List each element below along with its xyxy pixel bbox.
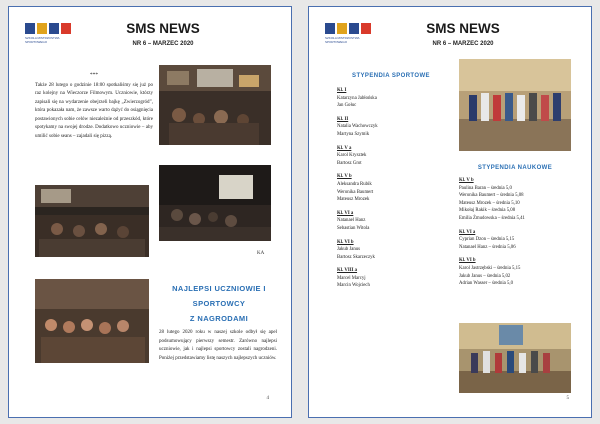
awards-title-line1: NAJLEPSI UCZNIOWIE I [172, 284, 266, 293]
academic-student-name: Karol Jastrzębski – średnia 5,15 [459, 265, 521, 271]
sports-student-name: Bartosz Skarzeczyk [337, 254, 375, 260]
sports-student-name: Jan Gołuc [337, 103, 357, 109]
academic-class-heading: Kl. V b [459, 178, 474, 183]
assembly-hall-photo [459, 323, 571, 393]
sports-student-name: Natalia Wachowczyk [337, 124, 378, 130]
newsletter-title-right: SMS NEWS [426, 21, 500, 36]
logo-caption-line1: SZKOŁA MISTRZOSTWA [25, 36, 60, 40]
awards-title-line2: SPORTOWCY [192, 299, 246, 308]
academic-student-name: Mikołaj Rakik – średnia 5,08 [459, 208, 516, 214]
movie-night-photo-2 [159, 165, 271, 241]
students-group-photo [459, 59, 571, 151]
newsletter-title: SMS NEWS [126, 21, 200, 36]
sports-student-name: Sebastian Witola [337, 225, 370, 231]
academic-student-name: Weronika Baumert – średnia 5,08 [459, 193, 524, 199]
academic-student-name: Paulina Baran – średnia 5,0 [459, 185, 512, 191]
sports-student-name: Karol Krysztek [337, 153, 367, 159]
sports-scholarships-list [337, 87, 447, 290]
sports-student-name: Marcin Wojciech [337, 283, 370, 289]
assembly-photo [35, 279, 149, 363]
sports-class-heading: Kl. VI b [337, 239, 354, 245]
sports-class-heading: Kl. V a [337, 145, 352, 151]
sports-student-name: Natanael Hanz [337, 218, 366, 224]
movie-night-photo-3 [35, 185, 149, 257]
logo-caption-line2: SPORTOWEGO [325, 40, 348, 44]
sports-class-heading: Kl. V b [337, 174, 352, 180]
sports-student-name: Bartosz Grot [337, 160, 362, 166]
page-number-right: 5 [566, 396, 569, 401]
academic-student-name: Cyprian Dzon – średnia 5,15 [459, 237, 515, 243]
academic-student-name: Mateusz Mrozek – średnia 5,10 [459, 200, 520, 206]
issue-label-right: NR 6 – MARZEC 2020 [432, 41, 494, 47]
sports-class-heading: Kl. II [337, 116, 349, 122]
sports-class-heading: Kl. I [337, 88, 347, 93]
awards-title-line3: Z NAGRODAMI [189, 314, 249, 323]
academic-student-name: Emilia Żmudowska – średnia 5,41 [459, 215, 525, 221]
logo-caption-line2: SPORTOWEGO [25, 40, 48, 44]
right-page [308, 6, 592, 418]
academic-student-name: Natanael Hanz – średnia 5,06 [459, 244, 516, 250]
awards-article: 28 lutego 2020 roku w naszej szkole odbył się apel podsumowujący pierwszy semestr. Zarówno najlepsi uczniowie, jak i najlepsi sportowcy zostali nagrodzeni. Poniżej przedstawiamy listę naszych najlepszych uczniów. [159, 330, 277, 361]
academic-scholarships-list [459, 177, 571, 288]
section-separator: *** [89, 72, 99, 78]
sports-student-name: Katarzyna Jabłońska [337, 95, 377, 101]
awards-section-title [159, 281, 279, 326]
movie-night-article: Także 28 lutego o godzinie 18:00 spotkaliśmy się już po raz kolejny na Wieczorze Filmowym. Uczniowie, którzy zapisali się na wydarzenie obejrzeli bajkę „Zwierzogród”, która pokazała nam, że zawsze warto dążyć do osiągnięcia postawionych sobie celów niezależnie od przeszkód, które spotykamy na swojej drodze. Dodatkowo uczniowie – aby umilić sobie seans – zajadali się pizzą. [35, 82, 153, 139]
academic-student-name: Jakub Janus – średnia 5,02 [459, 273, 511, 279]
sports-student-name: Weronika Baumert [337, 189, 374, 195]
article-text-block [35, 71, 153, 141]
left-page [8, 6, 292, 418]
logo-caption-line1: SZKOŁA MISTRZOSTWA [325, 36, 360, 40]
issue-label: NR 6 – MARZEC 2020 [132, 41, 194, 47]
author-initials: KA [257, 251, 265, 256]
academic-class-heading: Kl. VI b [459, 258, 476, 264]
sports-student-name: Mateusz Mrozek [337, 197, 370, 203]
sports-class-heading: Kl. VI a [337, 210, 354, 216]
academic-student-name: Adrian Wasser – średnia 5,0 [459, 281, 514, 287]
sports-student-name: Martyna Szymik [337, 131, 370, 137]
sports-student-name: Jakub Janus [337, 247, 361, 253]
sports-scholarships-title: STYPENDIA SPORTOWE [352, 73, 430, 79]
movie-night-photo-1 [159, 65, 271, 145]
page-number-left: 4 [266, 396, 269, 401]
sports-student-name: Marcel Marcyj [337, 275, 366, 281]
sports-student-name: Aleksandra Rubik [337, 181, 372, 187]
academic-class-heading: Kl. VI a [459, 229, 476, 235]
academic-scholarships-title: STYPENDIA NAUKOWE [477, 165, 553, 171]
sports-class-heading: Kl. VIII a [337, 268, 358, 274]
